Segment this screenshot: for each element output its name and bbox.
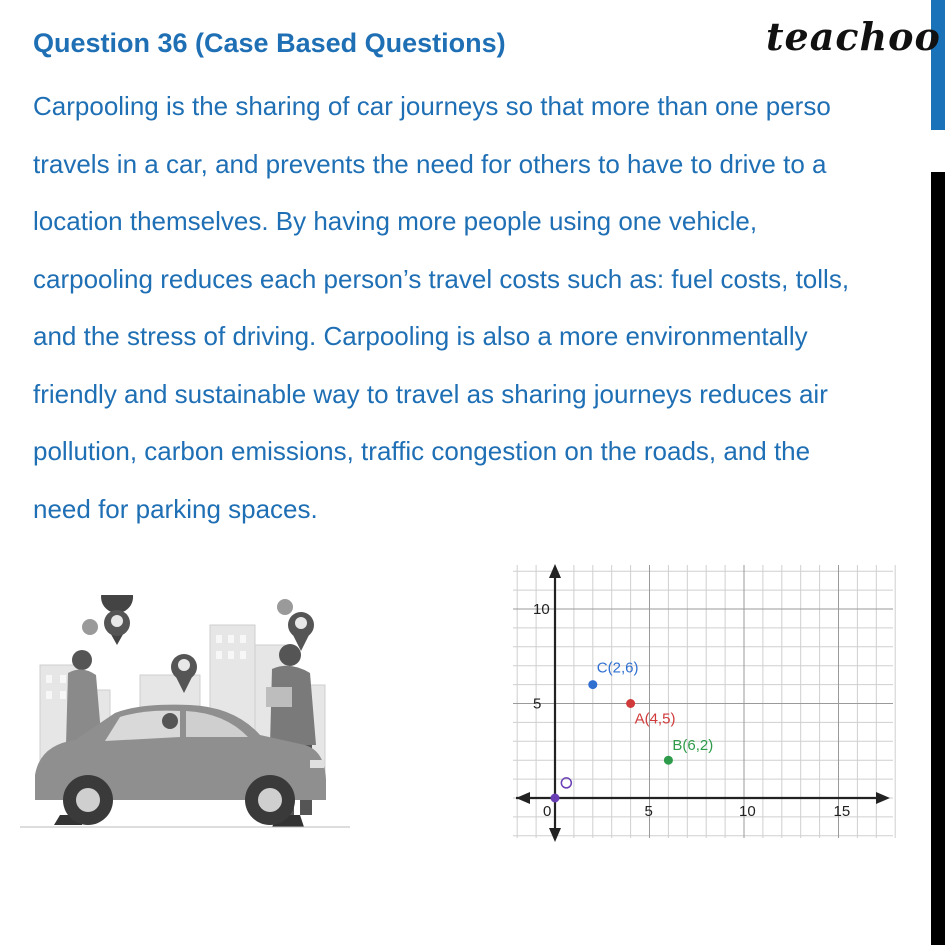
data-point	[626, 699, 635, 708]
data-point-label: B(6,2)	[672, 737, 714, 755]
coordinate-graph	[508, 560, 898, 845]
passage-line: pollution, carbon emissions, traffic congestion on the roads, and the	[33, 436, 811, 466]
location-pin-icon	[101, 595, 133, 645]
scrollbar-track[interactable]	[931, 172, 945, 945]
data-point-label: A(4,5)	[634, 710, 676, 728]
x-axis-arrow	[876, 792, 890, 804]
passage-line: Carpooling is the sharing of car journeys so that more than one perso	[33, 91, 831, 121]
passage-line: travels in a car, and prevents the need for others to have to drive to a	[33, 148, 827, 179]
passage-line: need for parking spaces.	[33, 493, 318, 524]
passage	[33, 78, 933, 538]
passage-line: carpooling reduces each person’s travel costs such as: fuel costs, tolls,	[33, 263, 850, 294]
data-point	[588, 680, 597, 689]
x-tick-label: 5	[644, 803, 653, 820]
y-tick-label: 10	[533, 601, 550, 618]
data-point	[664, 756, 673, 765]
carpool-illustration	[20, 595, 350, 840]
passage-line: location themselves. By having more people using one vehicle,	[33, 206, 758, 236]
data-point-label: C(2,6)	[596, 659, 639, 677]
passage-line: friendly and sustainable way to travel as sharing journeys reduces air	[33, 378, 828, 409]
y-axis-arrow	[549, 828, 561, 842]
question-title: Question 36 (Case Based Questions)	[33, 28, 506, 58]
origin-point	[551, 794, 560, 803]
brand-logo: teachoo	[766, 14, 941, 59]
passage-line: and the stress of driving. Carpooling is also a more environmentally	[33, 321, 808, 351]
x-tick-label: 15	[833, 803, 851, 820]
x-tick-label: 0	[543, 803, 552, 820]
y-tick-label: 5	[533, 695, 542, 713]
x-tick-label: 10	[739, 803, 756, 820]
x-axis-arrow	[516, 792, 530, 804]
